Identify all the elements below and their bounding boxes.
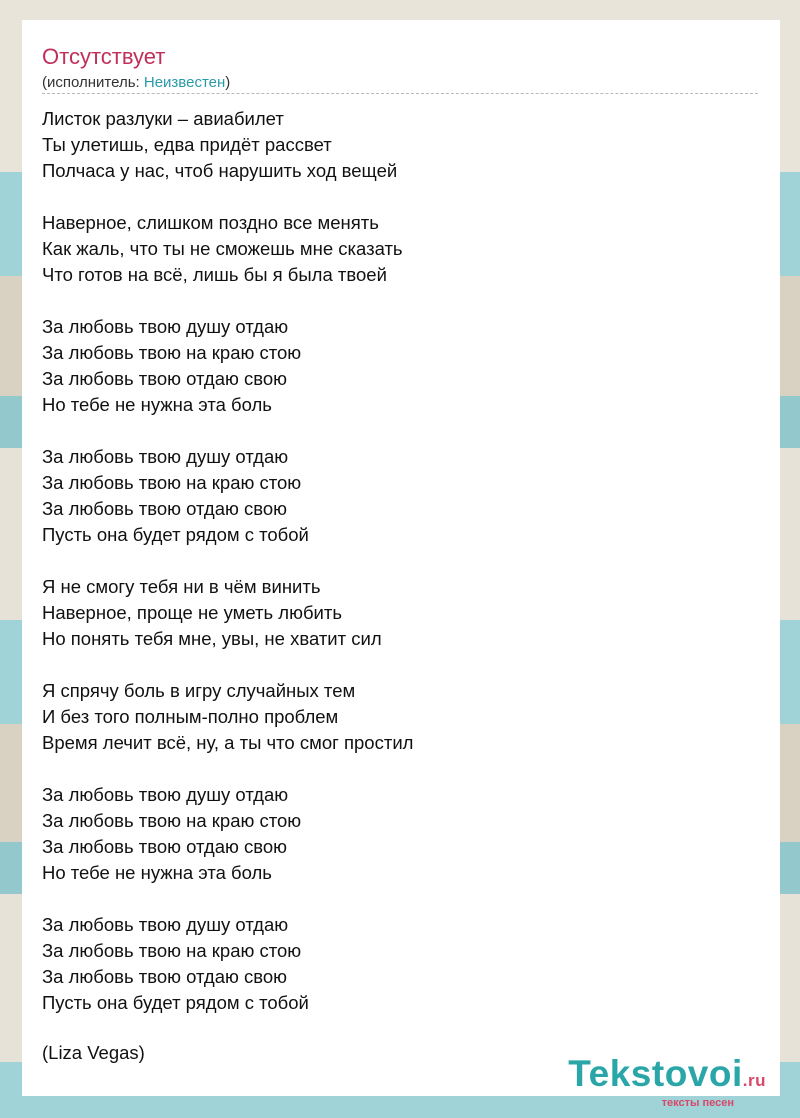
lyric-line: За любовь твою отдаю свою: [42, 498, 288, 519]
lyric-line: За любовь твою душу отдаю: [42, 914, 289, 935]
divider: [42, 93, 758, 94]
lyric-line: Я спрячу боль в игру случайных тем: [42, 680, 356, 701]
song-title: Отсутствует: [42, 44, 166, 69]
lyrics-credit: (Liza Vegas): [42, 1042, 145, 1063]
lyric-line: За любовь твою отдаю свою: [42, 368, 288, 389]
lyric-line: За любовь твою на краю стою: [42, 810, 302, 831]
lyric-line: За любовь твою на краю стою: [42, 342, 302, 363]
lyric-line: Время лечит всё, ну, а ты что смог простил: [42, 732, 414, 753]
lyric-line: За любовь твою душу отдаю: [42, 316, 289, 337]
stanza-gap: [42, 418, 742, 444]
stanza-gap: [42, 548, 742, 574]
lyrics-body: [42, 106, 742, 1016]
site-logo[interactable]: [568, 1054, 766, 1109]
lyric-line: Наверное, проще не уметь любить: [42, 602, 343, 623]
artist-suffix: ): [225, 74, 231, 91]
lyric-line: Но тебе не нужна эта боль: [42, 394, 272, 415]
lyric-line: Наверное, слишком поздно все менять: [42, 212, 379, 233]
lyric-line: За любовь твою душу отдаю: [42, 446, 289, 467]
stanza-gap: [42, 756, 742, 782]
artist-prefix: (исполнитель:: [42, 74, 144, 91]
lyric-line: За любовь твою душу отдаю: [42, 784, 289, 805]
artist-link[interactable]: Неизвестен: [143, 74, 226, 91]
lyrics-sheet: [22, 20, 780, 1109]
lyric-line: Листок разлуки – авиабилет: [42, 108, 284, 129]
lyric-line: Я не смогу тебя ни в чём винить: [42, 576, 321, 597]
lyric-line: Ты улетишь, едва придёт рассвет: [42, 134, 332, 155]
lyric-line: Как жаль, что ты не сможешь мне сказать: [42, 238, 403, 259]
lyric-line: И без того полным-полно проблем: [42, 706, 339, 727]
stanza-gap: [42, 652, 742, 678]
artist-line: [42, 74, 230, 91]
lyric-line: Пусть она будет рядом с тобой: [42, 524, 309, 545]
stanza-gap: [42, 886, 742, 912]
lyric-line: За любовь твою на краю стою: [42, 940, 302, 961]
logo-tagline: тексты песен: [661, 1097, 734, 1109]
lyric-line: За любовь твою отдаю свою: [42, 836, 288, 857]
stanza-gap: [42, 184, 742, 210]
lyric-line: Пусть она будет рядом с тобой: [42, 992, 309, 1013]
logo-name: Tekstovoi: [568, 1053, 743, 1094]
logo-wordmark: [568, 1054, 766, 1101]
lyric-line: Но тебе не нужна эта боль: [42, 862, 272, 883]
lyric-line: Что готов на всё, лишь бы я была твоей: [42, 264, 387, 285]
lyric-line: Но понять тебя мне, увы, не хватит сил: [42, 628, 382, 649]
logo-tld: .ru: [742, 1071, 766, 1090]
lyric-line: За любовь твою отдаю свою: [42, 966, 288, 987]
lyric-line: За любовь твою на краю стою: [42, 472, 302, 493]
stanza-gap: [42, 288, 742, 314]
lyric-line: Полчаса у нас, чтоб нарушить ход вещей: [42, 160, 398, 181]
